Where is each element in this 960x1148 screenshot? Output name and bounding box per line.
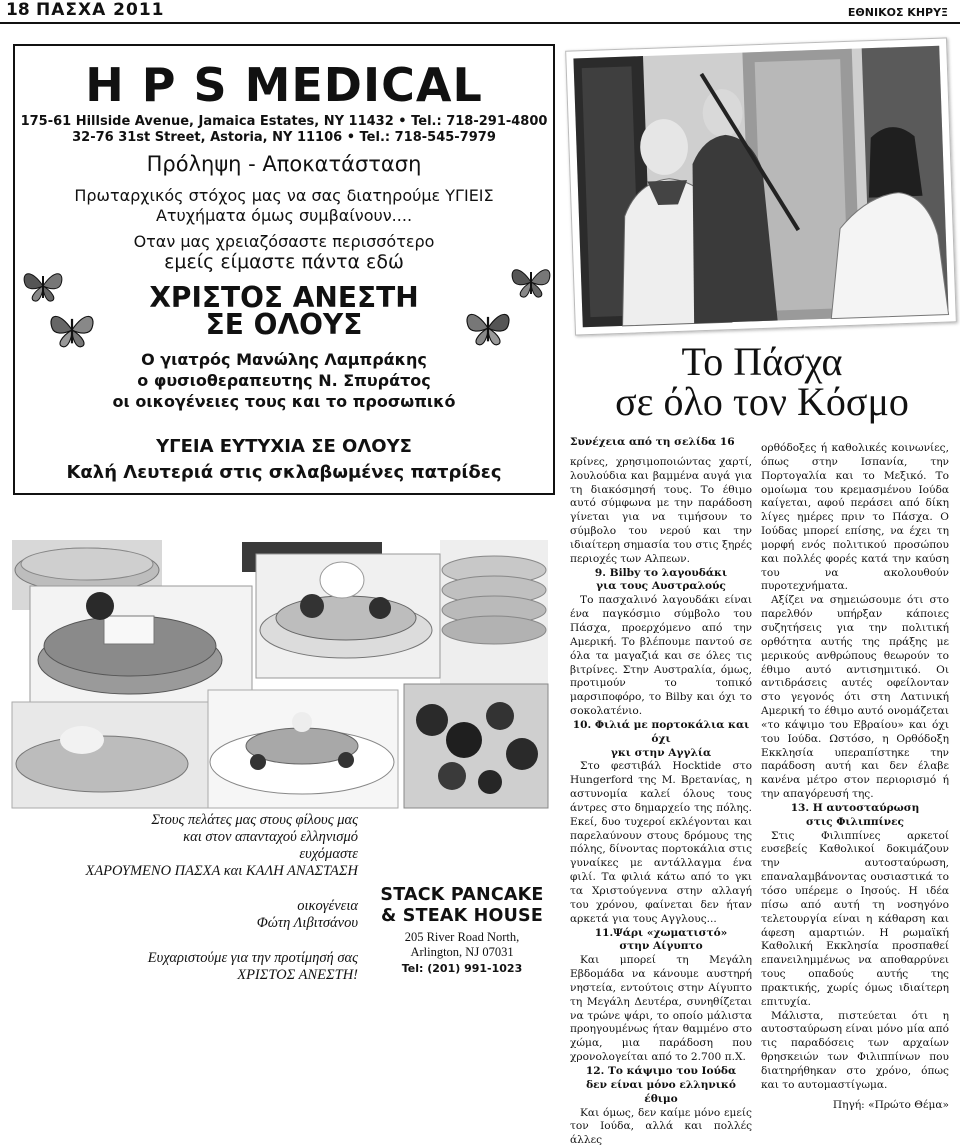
article-paragraph: Το πασχαλινό λαγουδάκι είναι ένα παγκόσμιο σύμβολο του Πάσχα, προερχόμενο από την Αμερική. Το βλέπουμε παντού σε όλα τα μαγαζιά και σε όλες τις βιτρίνες. Στην Αυστραλία, όμως, προτιμούν το τοπικό μαρσιποφόρο, το Bilby και όχι το σοκολατένιο. [570,594,752,719]
butterfly-icon [21,268,65,304]
ad-doctor-1: Ο γιατρός Μανώλης Λαμπράκης [15,349,553,370]
butterfly-icon [45,310,99,350]
ad-address-2: 32-76 31st Street, Astoria, NY 11106 • Tel.: 718-545-7979 [15,130,553,145]
restaurant-address-1: 205 River Road North, [372,930,552,945]
butterfly-icon [461,308,515,348]
ad-wish-2: Καλή Λευτεριά στις σκλαβωμένες πατρίδες [15,462,553,483]
pancake-photo-montage [12,540,548,808]
article-photo [565,37,957,335]
ad-subtitle: Πρόληψη - Αποκατάσταση [15,152,553,176]
article-paragraph: κρίνες, χρησιμοποιώντας χαρτί, λουλούδια και βαμμένα αυγά για τη διακόσμησή τους. Το έθιμο αυτό σύμφωνα με την παράδοση γίνεται για να τιμήσουν το σύμβολο του νερού και την ιδιαίτερη σημασία του στις ξηρές περιοχές των Αλπεων. [570,456,752,567]
subheading: 9. Bilby το λαγουδάκι [570,567,752,581]
subheading: 13. Η αυτοσταύρωση [761,802,949,816]
article-headline-line-1: Το Πάσχα [570,342,954,382]
medical-ad [13,44,555,495]
subheading: στις Φιλιππίνες [761,816,949,830]
ad-doctor-2: ο φυσιοθεραπευτης Ν. Σπυράτος [15,370,553,391]
article-paragraph: ορθόδοξες ή καθολικές κοινωνίες, όπως στην Ισπανία, την Πορτογαλία και το Μεξικό. Το ομοίωμα του κρεμασμένου Ιούδα καίγεται, αφού περάσει από δίκη λίγες ημέρες πριν το Πάσχα. Ο Ιούδας μπορεί επίσης, να έχει τη μορφή ενός πολιτικού προσώπου και πολλές φορές κατά την καύση του να ακολουθούν πυροτεχνήματα. [761,442,949,594]
thanks-line-5: οικογένεια [12,898,358,915]
header-rule [0,22,960,24]
article-paragraph: Και μπορεί τη Μεγάλη Εβδομάδα να κάνουμε αυστηρή νηστεία, εντούτοις στην Αίγυπτο τη Μεγάλη Δευτέρα, συνηθίζεται να τρώνε ψάρι, το οποίο μάλιστα προηγουμένως ήταν θαμμένο στο χώμα, μια παράδοση που χρονολογείται από το 2.700 π.Χ. [570,954,752,1065]
continued-from: Συνέχεια από τη σελίδα 16 [570,436,752,450]
ad-line-4: εμείς είμαστε πάντα εδώ [15,251,553,273]
restaurant-address-2: Arlington, NJ 07031 [372,945,552,960]
thanks-line-1: Στους πελάτες μας στους φίλους μας [12,812,358,829]
restaurant-phone: Tel: (201) 991-1023 [372,962,552,975]
restaurant-ad [372,885,552,975]
ad-line-3: Οταν μας χρειαζόσαστε περισσότερο [15,232,553,251]
article-column-1 [570,436,752,1148]
subheading: 11.Ψάρι «χωματιστό» [570,927,752,941]
article-source: Πηγή: «Πρώτο Θέμα» [761,1099,949,1113]
people-photo-image [573,46,948,328]
page-number: 18 [6,0,30,20]
thanks-line-6: Φώτη Λιβιτσάνου [12,915,358,932]
article-paragraph: Στο φεστιβάλ Hocktide στο Hungerford της Μ. Βρετανίας, η αστυνομία καλεί όλους τους άντρες στο δημαρχείο της πόλης. Εκεί, δυο τυχεροί εκλέγονται και παρελαύνουν στους δρόμους της πόλης, δίνοντας πορτοκάλια στις γυναίκες με αντάλλαγμα ένα φιλί. Τα φιλιά κάτω από το γκι τα Χριστούγεννα στην αλλαγή του χρόνου, φαίνεται δεν ήταν αρκετά για τους Αγγλους... [570,760,752,926]
ad-line-2: Ατυχήματα όμως συμβαίνουν.... [15,206,553,225]
article-headline-line-2: σε όλο τον Κόσμο [570,382,954,422]
article-paragraph: Αξίζει να σημειώσουμε ότι στο παρελθόν υπήρξαν κάποιες συζητήσεις για την πολιτική ορθότητα αυτής της πράξης με μερικούς ανθρώπους θεωρούν το έθιμο αυτό αντισημιτικό. Οι αντιδράσεις αυτές οφείλονταν στο γεγονός ότι στη Λατινική Αμερική το έθιμο αυτό ονομάζεται «το κάψιμο του Εβραίου» και όχι του Ιούδα. Ωστόσο, η Ορθόδοξη Εκκλησία υπεραπίστηκε την παράδοση αυτή και δεν έλαβε κανένα μέτρο στον περιορισμό ή την απαγόρευσή της. [761,594,949,802]
subheading: 12. Το κάψιμο του Ιούδα [570,1065,752,1079]
thanks-line-2: και στον απανταχού ελληνισμό [12,829,358,846]
ad-address-1: 175-61 Hillside Avenue, Jamaica Estates, NY 11432 • Tel.: 718-291-4800 [15,114,553,129]
subheading: για τους Αυστραλούς [570,580,752,594]
newspaper-name: ΕΘΝΙΚΟΣ ΚΗΡΥΞ [848,6,948,19]
thanks-line-7: Ευχαριστούμε για την προτίμησή σας [12,950,358,967]
ad-wish-1: ΥΓΕΙΑ ΕΥΤΥΧΙΑ ΣΕ ΟΛΟΥΣ [15,436,553,457]
subheading: στην Αίγυπτο [570,940,752,954]
butterfly-icon [509,264,553,300]
restaurant-name-2: & STEAK HOUSE [372,906,552,927]
thanks-message [12,812,358,984]
ad-greeting-2: ΣΕ ΟΛΟΥΣ [15,310,553,340]
article-paragraph: Μάλιστα, πιστεύεται ότι η αυτοσταύρωση είναι μόνο μία από τις παραδόσεις των αρχαίων θρησκειών των Φιλιππίνων που διατηρήθηκαν στο χρόνο, όπως και το αυτομαστίγωμα. [761,1010,949,1093]
thanks-line-8: ΧΡΙΣΤΟΣ ΑΝΕΣΤΗ! [12,967,358,984]
article-column-2 [761,442,949,1113]
restaurant-name-1: STACK PANCAKE [372,885,552,906]
thanks-line-4: ΧΑΡΟΥΜΕΝΟ ΠΑΣΧΑ και ΚΑΛΗ ΑΝΑΣΤΑΣΗ [12,863,358,880]
subheading: γκι στην Αγγλία [570,747,752,761]
ad-greeting-1: ΧΡΙΣΤΟΣ ΑΝΕΣΤΗ [15,283,553,313]
subheading: δεν είναι μόνο ελληνικό έθιμο [570,1079,752,1107]
ad-title: H P S MEDICAL [15,58,553,112]
article-headline [570,342,954,422]
article-paragraph: Στις Φιλιππίνες αρκετοί ευσεβείς Καθολικοί δοκιμάζουν την αυτοσταύρωση, επαναλαμβάνοντας ουσιαστικά το τόσο υπέρεμε ο Ιησούς. Η ιδέα πίσω από αυτή τη νοσηγόνο τελετουργία είναι η κάθαρση και άφεση αμαρτιών. Η ρωμαϊκή Καθολική Εκκλησία προσπαθεί επανειλημμένως να αποθαρρύνει τους οπαδούς αυτής της πρακτικής, χωρίς όμως ιδιαίτερη επιτυχία. [761,830,949,1010]
thanks-line-3: ευχόμαστε [12,846,358,863]
section-title: ΠΑΣΧΑ 2011 [36,0,165,20]
ad-doctor-3: οι οικογένειες τους και το προσωπικό [15,391,553,412]
ad-line-1: Πρωταρχικός στόχος μας να σας διατηρούμε ΥΓΙΕΙΣ [15,186,553,205]
subheading: 10. Φιλιά με πορτοκάλια και όχι [570,719,752,747]
article-paragraph: Και όμως, δεν καίμε μόνο εμείς τον Ιούδα, αλλά και πολλές άλλες [570,1107,752,1148]
